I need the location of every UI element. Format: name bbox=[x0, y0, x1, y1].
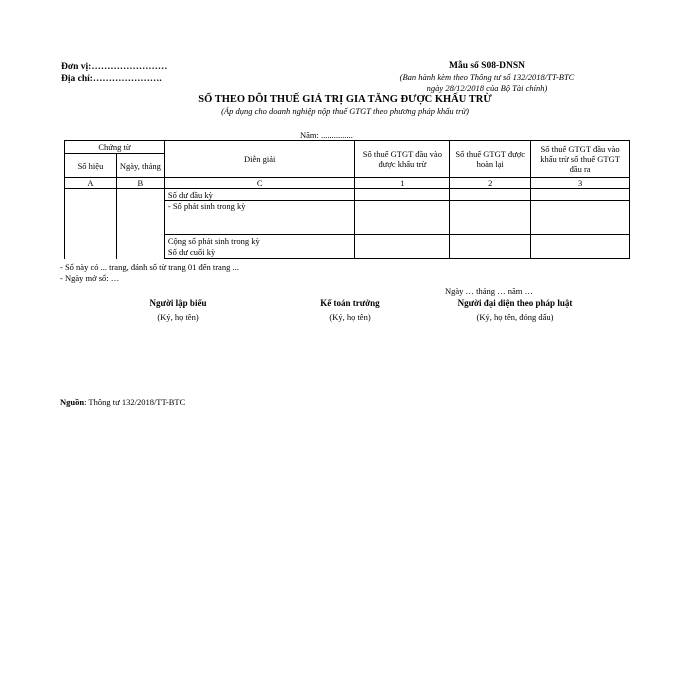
code-b: B bbox=[116, 178, 164, 189]
signature-preparer bbox=[118, 296, 238, 324]
address-label: Địa chỉ:…………………. bbox=[61, 74, 162, 84]
preparer-role: Người lập biểu bbox=[149, 298, 207, 308]
legal-representative-note: (Ký, họ tên, đóng dấu) bbox=[476, 312, 554, 322]
open-date-note: - Ngày mở sổ: … bbox=[60, 273, 120, 283]
code-1: 1 bbox=[355, 178, 450, 189]
opening-balance-row: Số dư đầu kỳ bbox=[164, 189, 355, 201]
unit-block bbox=[61, 61, 167, 85]
offset-vat-header: Số thuế GTGT đầu vào khấu trừ số thuế GTGT đầu ra bbox=[531, 141, 630, 178]
signature-legal-representative bbox=[430, 296, 600, 324]
form-info bbox=[368, 61, 606, 94]
notes-block bbox=[60, 262, 239, 284]
signature-chief-accountant bbox=[290, 296, 410, 324]
voucher-number-cell bbox=[65, 189, 117, 259]
code-c: C bbox=[164, 178, 355, 189]
code-a: A bbox=[65, 178, 117, 189]
code-3: 3 bbox=[531, 178, 630, 189]
opening-input-cell bbox=[355, 189, 450, 201]
source-line bbox=[60, 397, 185, 407]
arising-offset-cell bbox=[531, 201, 630, 235]
issued-line-1: (Ban hành kèm theo Thông tư số 132/2018/TT-BTC bbox=[399, 72, 575, 82]
total-input-cell bbox=[355, 235, 450, 259]
chief-accountant-note: (Ký, họ tên) bbox=[329, 312, 371, 322]
closing-balance-label: Số dư cuối kỳ bbox=[167, 246, 216, 257]
vat-ledger-table bbox=[64, 140, 630, 259]
document-subtitle: (Áp dụng cho doanh nghiệp nộp thuế GTGT theo phương pháp khấu trừ) bbox=[221, 106, 469, 116]
legal-representative-role: Người đại diện theo pháp luật bbox=[457, 298, 573, 308]
voucher-number-header: Số hiệu bbox=[65, 154, 117, 178]
arising-input-cell bbox=[355, 201, 450, 235]
issued-line-2: ngày 28/12/2018 của Bộ Tài chính) bbox=[426, 83, 548, 93]
code-2: 2 bbox=[450, 178, 531, 189]
total-arising-label: Cộng số phát sinh trong kỳ bbox=[167, 235, 260, 246]
total-refund-cell bbox=[450, 235, 531, 259]
opening-refund-cell bbox=[450, 189, 531, 201]
total-offset-cell bbox=[531, 235, 630, 259]
page-count-note: - Sổ này có ... trang, đánh số từ trang 01 đến trang ... bbox=[60, 262, 239, 272]
unit-label: Đơn vị:…………………… bbox=[61, 62, 168, 72]
chief-accountant-role: Kế toán trưởng bbox=[320, 298, 380, 308]
period-arising-row: - Số phát sinh trong kỳ bbox=[164, 201, 355, 235]
voucher-date-cell bbox=[116, 189, 164, 259]
form-code: Mẫu số S08-DNSN bbox=[448, 61, 525, 71]
year-label: Năm: ............... bbox=[300, 130, 353, 140]
preparer-note: (Ký, họ tên) bbox=[157, 312, 199, 322]
document-title: SỔ THEO DÕI THUẾ GIÁ TRỊ GIA TĂNG ĐƯỢC KHẤU TRỪ bbox=[198, 94, 492, 105]
description-header: Diễn giải bbox=[164, 141, 355, 178]
opening-offset-cell bbox=[531, 189, 630, 201]
source-text: : Thông tư 132/2018/TT-BTC bbox=[84, 397, 186, 407]
voucher-header: Chứng từ bbox=[65, 141, 165, 154]
source-label: Nguồn bbox=[60, 397, 85, 407]
refunded-vat-header: Số thuế GTGT được hoàn lại bbox=[450, 141, 531, 178]
voucher-date-header: Ngày, tháng bbox=[116, 154, 164, 178]
signature-date: Ngày … tháng … năm … bbox=[444, 286, 534, 296]
input-vat-header: Số thuế GTGT đầu vào được khấu trừ bbox=[355, 141, 450, 178]
arising-refund-cell bbox=[450, 201, 531, 235]
totals-row bbox=[164, 235, 355, 259]
